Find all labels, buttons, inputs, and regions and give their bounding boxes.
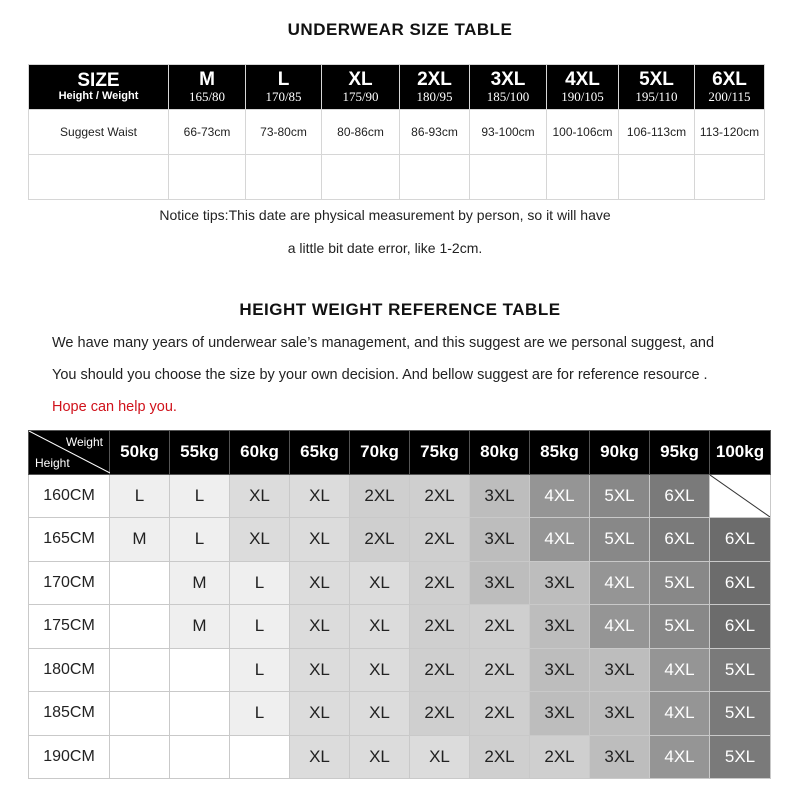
- empty-cell: [110, 605, 170, 649]
- size-col-3xl: 3XL 185/100: [470, 65, 547, 110]
- size-cell: XL: [230, 474, 290, 518]
- empty-cell: [170, 735, 230, 779]
- empty-cell: [170, 692, 230, 736]
- size-cell: 2XL: [530, 735, 590, 779]
- notice-line-2: a little bit date error, like 1-2cm.: [287, 240, 483, 256]
- reference-row: [29, 518, 771, 562]
- empty-cell: [110, 692, 170, 736]
- size-cell: 2XL: [350, 518, 410, 562]
- size-cell: 2XL: [410, 561, 470, 605]
- empty-cell: [110, 561, 170, 605]
- empty-cell: [110, 648, 170, 692]
- size-cell: L: [230, 605, 290, 649]
- size-cell: 2XL: [470, 735, 530, 779]
- size-cell: XL: [350, 648, 410, 692]
- weight-col-header: 70kg: [350, 431, 410, 475]
- size-cell: 3XL: [530, 605, 590, 649]
- size-cell: 3XL: [590, 648, 650, 692]
- height-weight-label: Height / Weight: [58, 90, 139, 103]
- size-cell: 5XL: [590, 518, 650, 562]
- size-cell: XL: [350, 561, 410, 605]
- size-cell: 2XL: [350, 474, 410, 518]
- size-cell: 6XL: [710, 561, 771, 605]
- size-cell: 2XL: [410, 518, 470, 562]
- size-cell: L: [170, 474, 230, 518]
- height-weight-reference-table: [28, 430, 771, 779]
- size-cell: 6XL: [710, 605, 771, 649]
- size-cell: 2XL: [410, 692, 470, 736]
- size-cell: XL: [350, 605, 410, 649]
- size-cell: M: [170, 605, 230, 649]
- waist-cell: 73-80cm: [246, 110, 322, 155]
- height-axis-label: Height: [35, 455, 70, 470]
- size-col-5xl: 5XL 195/110: [619, 65, 695, 110]
- weight-col-header: 50kg: [110, 431, 170, 475]
- size-cell: 4XL: [590, 561, 650, 605]
- size-cell: 5XL: [710, 648, 771, 692]
- empty-cell: [110, 735, 170, 779]
- size-cell: 2XL: [470, 692, 530, 736]
- waist-cell: 113-120cm: [695, 110, 765, 155]
- size-cell: 6XL: [650, 474, 710, 518]
- size-cell: 4XL: [650, 648, 710, 692]
- size-cell: 3XL: [470, 561, 530, 605]
- size-header-cell: [29, 65, 169, 110]
- size-cell: 5XL: [650, 605, 710, 649]
- size-cell: M: [110, 518, 170, 562]
- size-cell: 6XL: [650, 518, 710, 562]
- empty-cell: [170, 648, 230, 692]
- size-cell: 3XL: [530, 648, 590, 692]
- size-cell: L: [170, 518, 230, 562]
- weight-col-header: 90kg: [590, 431, 650, 475]
- reference-row: [29, 735, 771, 779]
- size-cell: M: [170, 561, 230, 605]
- size-cell: 2XL: [410, 648, 470, 692]
- weight-header-row: [29, 431, 771, 475]
- height-row-label: 185CM: [29, 692, 110, 736]
- size-cell: XL: [290, 648, 350, 692]
- corner-cell: [29, 431, 110, 475]
- size-cell: 5XL: [650, 561, 710, 605]
- size-cell: L: [110, 474, 170, 518]
- size-cell: L: [230, 648, 290, 692]
- waist-row-label: Suggest Waist: [29, 110, 169, 155]
- reference-row: [29, 605, 771, 649]
- size-col-6xl: 6XL 200/115: [695, 65, 765, 110]
- size-cell: 4XL: [530, 474, 590, 518]
- size-col-l: L 170/85: [246, 65, 322, 110]
- size-cell: 5XL: [710, 735, 771, 779]
- reference-row: [29, 561, 771, 605]
- size-cell: 4XL: [650, 692, 710, 736]
- waist-cell: 106-113cm: [619, 110, 695, 155]
- size-cell: 2XL: [470, 648, 530, 692]
- weight-col-header: 60kg: [230, 431, 290, 475]
- waist-cell: 93-100cm: [470, 110, 547, 155]
- height-row-label: 165CM: [29, 518, 110, 562]
- waist-cell: 86-93cm: [400, 110, 470, 155]
- weight-col-header: 85kg: [530, 431, 590, 475]
- reference-row: [29, 692, 771, 736]
- waist-row: [29, 110, 765, 155]
- no-size-cell: [710, 474, 771, 518]
- size-cell: 3XL: [590, 692, 650, 736]
- weight-col-header: 95kg: [650, 431, 710, 475]
- weight-col-header: 55kg: [170, 431, 230, 475]
- size-header-label: SIZE: [77, 70, 120, 92]
- size-col-2xl: 2XL 180/95: [400, 65, 470, 110]
- size-col-m: M 165/80: [169, 65, 246, 110]
- size-cell: 2XL: [410, 605, 470, 649]
- cell-diagonal: [710, 475, 770, 517]
- size-cell: XL: [350, 735, 410, 779]
- size-cell: 3XL: [590, 735, 650, 779]
- height-row-label: 190CM: [29, 735, 110, 779]
- waist-cell: 100-106cm: [547, 110, 619, 155]
- size-cell: 6XL: [710, 518, 771, 562]
- reference-paragraph-3: Hope can help you.: [52, 399, 177, 415]
- size-col-4xl: 4XL 190/105: [547, 65, 619, 110]
- size-col-xl: XL 175/90: [322, 65, 400, 110]
- size-cell: 4XL: [530, 518, 590, 562]
- underwear-size-table: [28, 64, 765, 200]
- reference-row: [29, 648, 771, 692]
- height-row-label: 180CM: [29, 648, 110, 692]
- size-cell: 5XL: [590, 474, 650, 518]
- size-cell: XL: [290, 474, 350, 518]
- reference-paragraph-1: We have many years of underwear sale’s management, and this suggest are we personal suggest, and: [52, 335, 715, 351]
- size-cell: XL: [230, 518, 290, 562]
- weight-col-header: 65kg: [290, 431, 350, 475]
- waist-cell: 80-86cm: [322, 110, 400, 155]
- size-cell: 4XL: [650, 735, 710, 779]
- empty-cell: [230, 735, 290, 779]
- weight-col-header: 100kg: [710, 431, 771, 475]
- size-cell: XL: [290, 561, 350, 605]
- size-cell: 2XL: [470, 605, 530, 649]
- size-cell: 3XL: [530, 561, 590, 605]
- size-cell: L: [230, 692, 290, 736]
- size-cell: XL: [350, 692, 410, 736]
- height-row-label: 170CM: [29, 561, 110, 605]
- weight-col-header: 75kg: [410, 431, 470, 475]
- weight-axis-label: Weight: [65, 435, 103, 449]
- size-cell: XL: [290, 692, 350, 736]
- size-cell: XL: [290, 518, 350, 562]
- size-cell: XL: [290, 605, 350, 649]
- size-cell: XL: [290, 735, 350, 779]
- reference-row: [29, 474, 771, 518]
- underwear-size-table-title: UNDERWEAR SIZE TABLE: [287, 20, 513, 39]
- height-row-label: 160CM: [29, 474, 110, 518]
- size-cell: 5XL: [710, 692, 771, 736]
- size-cell: 3XL: [530, 692, 590, 736]
- size-cell: L: [230, 561, 290, 605]
- weight-col-header: 80kg: [470, 431, 530, 475]
- notice-line-1: Notice tips:This date are physical measurement by person, so it will have: [159, 207, 611, 223]
- size-cell: XL: [410, 735, 470, 779]
- reference-paragraph-2: You should you choose the size by your own decision. And bellow suggest are for reference resource .: [52, 367, 708, 383]
- size-header-row: [29, 65, 765, 110]
- size-cell: 3XL: [470, 518, 530, 562]
- waist-cell: 66-73cm: [169, 110, 246, 155]
- height-row-label: 175CM: [29, 605, 110, 649]
- size-cell: 3XL: [470, 474, 530, 518]
- reference-table-title: HEIGHT WEIGHT REFERENCE TABLE: [239, 300, 561, 319]
- empty-row: [29, 155, 765, 200]
- size-cell: 4XL: [590, 605, 650, 649]
- size-cell: 2XL: [410, 474, 470, 518]
